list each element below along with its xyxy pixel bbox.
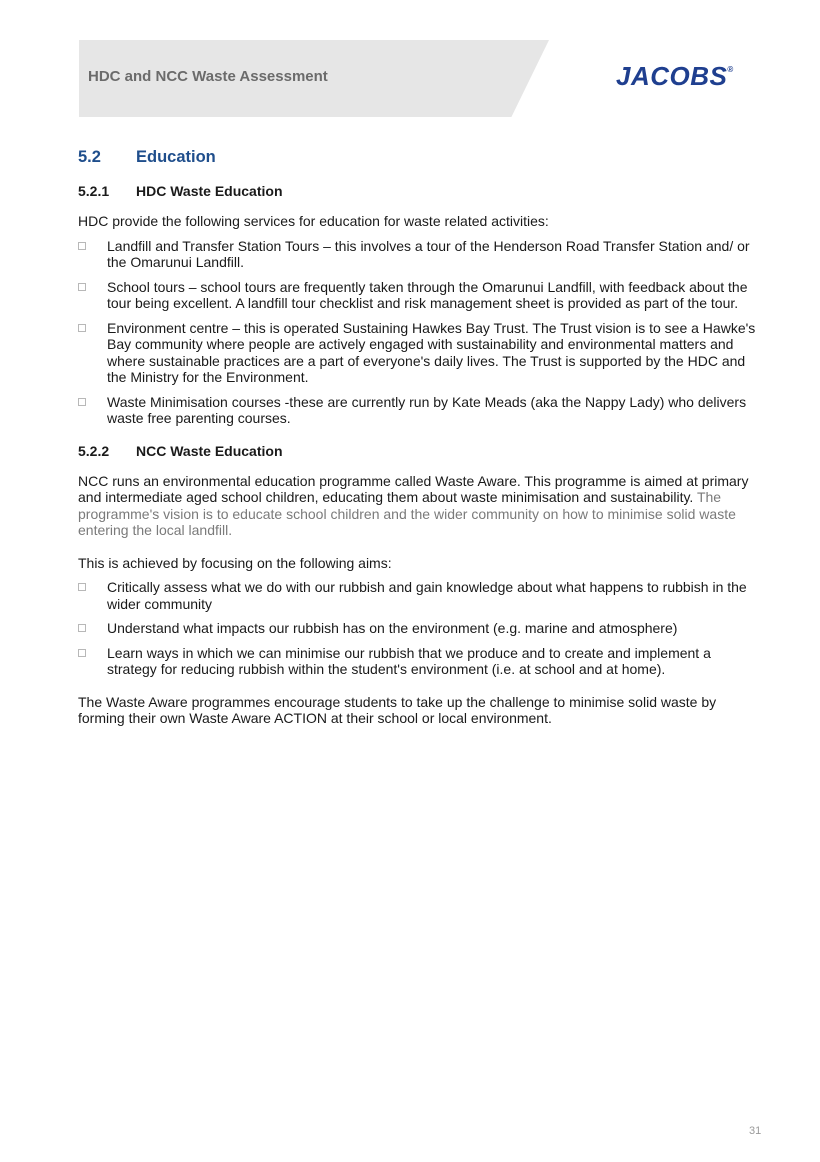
checkbox-bullet-icon xyxy=(78,242,86,250)
jacobs-logo xyxy=(616,61,734,92)
subsection-heading-ncc xyxy=(78,443,758,459)
checkbox-bullet-icon xyxy=(78,398,86,406)
list-item: Understand what impacts our rubbish has on the environment (e.g. marine and atmosphere) xyxy=(78,620,758,637)
checkbox-bullet-icon xyxy=(78,324,86,332)
page-number: 31 xyxy=(749,1125,762,1137)
checkbox-bullet-icon xyxy=(78,283,86,291)
logo-text: JACOBS xyxy=(616,61,728,91)
aims-intro: This is achieved by focusing on the following aims: xyxy=(78,554,392,571)
checkbox-bullet-icon xyxy=(78,583,86,591)
subsection-number: 5.2.1 xyxy=(78,183,110,199)
subsection-title: HDC Waste Education xyxy=(136,183,283,199)
hdc-services-list xyxy=(78,238,758,427)
section-heading xyxy=(78,148,758,167)
list-item: Landfill and Transfer Station Tours – this involves a tour of the Henderson Road Transfer Station and/ or the Omarunui Landfill. xyxy=(78,238,758,271)
ncc-paragraph: NCC runs an environmental education programme called Waste Aware. This programme is aimed at primary and intermediate aged school children, educating them about waste minimisation and sustainability. The programme's vision is to educate school children and the wider community on how to minimise solid waste entering the local landfill. xyxy=(78,472,749,538)
page-content xyxy=(78,148,758,735)
checkbox-bullet-icon xyxy=(78,649,86,657)
ncc-aims-list xyxy=(78,579,758,678)
subsection-title: NCC Waste Education xyxy=(136,442,283,459)
section-number: 5.2 xyxy=(78,148,101,166)
document-title: HDC and NCC Waste Assessment xyxy=(88,68,328,85)
list-item: Critically assess what we do with our rubbish and gain knowledge about what happens to rubbish in the wider community xyxy=(78,579,758,612)
closing-paragraph: The Waste Aware programmes encourage students to take up the challenge to minimise solid waste by forming their own Waste Aware ACTION at their school or local environment. xyxy=(78,693,717,726)
section-title: Education xyxy=(136,148,216,166)
checkbox-bullet-icon xyxy=(78,624,86,632)
hdc-intro: HDC provide the following services for education for waste related activities: xyxy=(78,213,549,229)
list-item: School tours – school tours are frequently taken through the Omarunui Landfill, with feedback about the tour being excellent. A landfill tour checklist and risk management sheet is provided as part of the tour. xyxy=(78,279,758,312)
subsection-number: 5.2.2 xyxy=(78,442,110,459)
list-item: Learn ways in which we can minimise our rubbish that we produce and to create and implement a strategy for reducing rubbish within the student's environment (i.e. at school and at home). xyxy=(78,645,758,678)
list-item: Waste Minimisation courses -these are currently run by Kate Meads (aka the Nappy Lady) who delivers waste free parenting courses. xyxy=(78,394,758,427)
registered-mark: ® xyxy=(727,65,734,74)
subsection-heading-hdc xyxy=(78,183,758,199)
list-item: Environment centre – this is operated Sustaining Hawkes Bay Trust. The Trust vision is to see a Hawke's Bay community where people are actively engaged with sustainability and environmental matters and where sustainable practices are a part of everyone's daily lives. The Trust is supported by the HDC and the Ministry for the Environment. xyxy=(78,320,758,386)
